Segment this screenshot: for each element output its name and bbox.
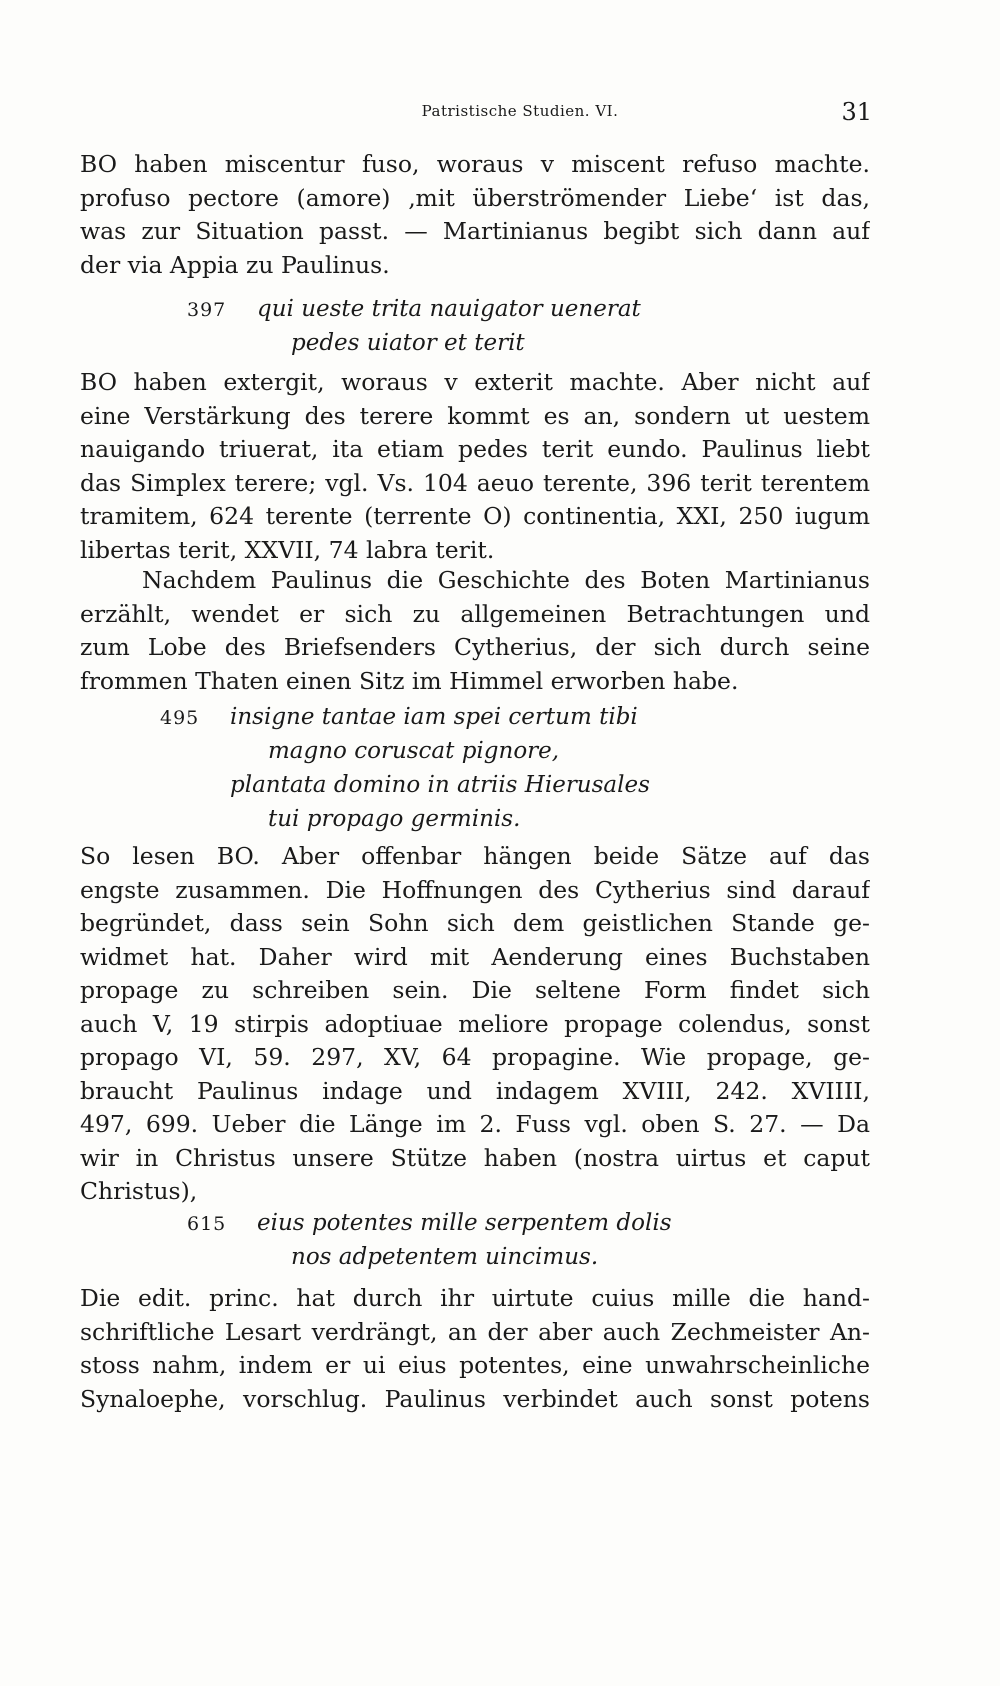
verse-line: qui ueste trita nauigator uenerat	[257, 296, 641, 322]
verse-number: 397	[187, 299, 227, 321]
text-line: erzählt, wendet er sich zu allgemeinen Betrachtungen und	[80, 599, 870, 628]
verse-line: tui propago germinis.	[268, 806, 521, 832]
text-line: auch V, 19 stirpis adoptiuae meliore propage colendus, sonst	[80, 1009, 870, 1038]
verse-number: 495	[160, 707, 200, 729]
text-line: propage zu schreiben sein. Die seltene Form findet sich	[80, 976, 870, 1004]
text-line: eine Verstärkung des terere kommt es an, sondern ut uestem	[80, 401, 870, 430]
text-line: Die edit. princ. hat durch ihr uirtute cuius mille die hand-	[80, 1284, 870, 1312]
paragraph-2	[80, 366, 870, 567]
text-line: Christus),	[80, 1177, 198, 1205]
verse-397	[187, 292, 641, 360]
verse-line: magno coruscat pignore,	[268, 738, 560, 764]
text-line: nauigando triuerat, ita etiam pedes terit eundo. Paulinus liebt	[80, 435, 870, 463]
text-line: Synaloephe, vorschlug. Paulinus verbindet auch sonst potens	[80, 1384, 870, 1413]
text-line: der via Appia zu Paulinus.	[80, 250, 390, 279]
text-line: begründet, dass sein Sohn sich dem geistlichen Stande ge-	[80, 909, 870, 937]
text-line: was zur Situation passt. — Martinianus begibt sich dann auf	[80, 217, 870, 245]
page-number: 31	[841, 98, 872, 126]
text-line: profuso pectore (amore) ‚mit überströmender Liebe‘ ist das,	[80, 183, 870, 212]
text-line: widmet hat. Daher wird mit Aenderung eines Buchstaben	[80, 942, 870, 971]
paragraph-5	[80, 1282, 870, 1416]
verse-line: nos adpetentem uincimus.	[291, 1244, 599, 1270]
paragraph-4	[80, 840, 870, 1209]
text-line: propago VI, 59. 297, XV, 64 propagine. Wie propage, ge-	[80, 1043, 870, 1071]
text-line: libertas terit, XXVII, 74 labra terit.	[80, 535, 495, 564]
text-line: BO haben miscentur fuso, woraus v miscent refuso machte.	[80, 150, 870, 178]
text-line: BO haben extergit, woraus v exterit machte. Aber nicht auf	[80, 368, 870, 396]
text-line: engste zusammen. Die Hoffnungen des Cytherius sind darauf	[80, 875, 870, 904]
verse-495	[160, 700, 650, 836]
text-line: schriftliche Lesart verdrängt, an der aber auch Zechmeister An-	[80, 1317, 870, 1346]
paragraph-1	[80, 148, 870, 282]
verse-line: pedes uiator et terit	[291, 330, 525, 356]
verse-line: insigne tantae iam spei certum tibi	[230, 704, 638, 730]
text-line: So lesen BO. Aber offenbar hängen beide Sätze auf das	[80, 842, 870, 870]
paragraph-3	[80, 564, 870, 698]
verse-line: eius potentes mille serpentem dolis	[257, 1210, 672, 1236]
text-line: stoss nahm, indem er ui eius potentes, eine unwahrscheinliche	[80, 1351, 870, 1379]
running-title: Patristische Studien. VI.	[421, 102, 619, 120]
verse-line: plantata domino in atriis Hierusales	[230, 772, 650, 798]
verse-615	[187, 1206, 672, 1274]
text-line: frommen Thaten einen Sitz im Himmel erworben habe.	[80, 666, 739, 695]
text-line: tramitem, 624 terente (terrente O) continentia, XXI, 250 iugum	[80, 502, 870, 530]
text-line: 497, 699. Ueber die Länge im 2. Fuss vgl. oben S. 27. — Da	[80, 1110, 870, 1138]
page-header	[0, 98, 1000, 134]
text-line: das Simplex terere; vgl. Vs. 104 aeuo terente, 396 terit terentem	[80, 468, 870, 497]
text-line: wir in Christus unsere Stütze haben (nostra uirtus et caput	[80, 1143, 870, 1172]
text-line: Nachdem Paulinus die Geschichte des Boten Martinianus	[142, 566, 870, 594]
verse-number: 615	[187, 1213, 227, 1235]
text-line: zum Lobe des Briefsenders Cytherius, der sich durch seine	[80, 633, 870, 661]
text-line: braucht Paulinus indage und indagem XVIII, 242. XVIIII,	[80, 1076, 870, 1105]
